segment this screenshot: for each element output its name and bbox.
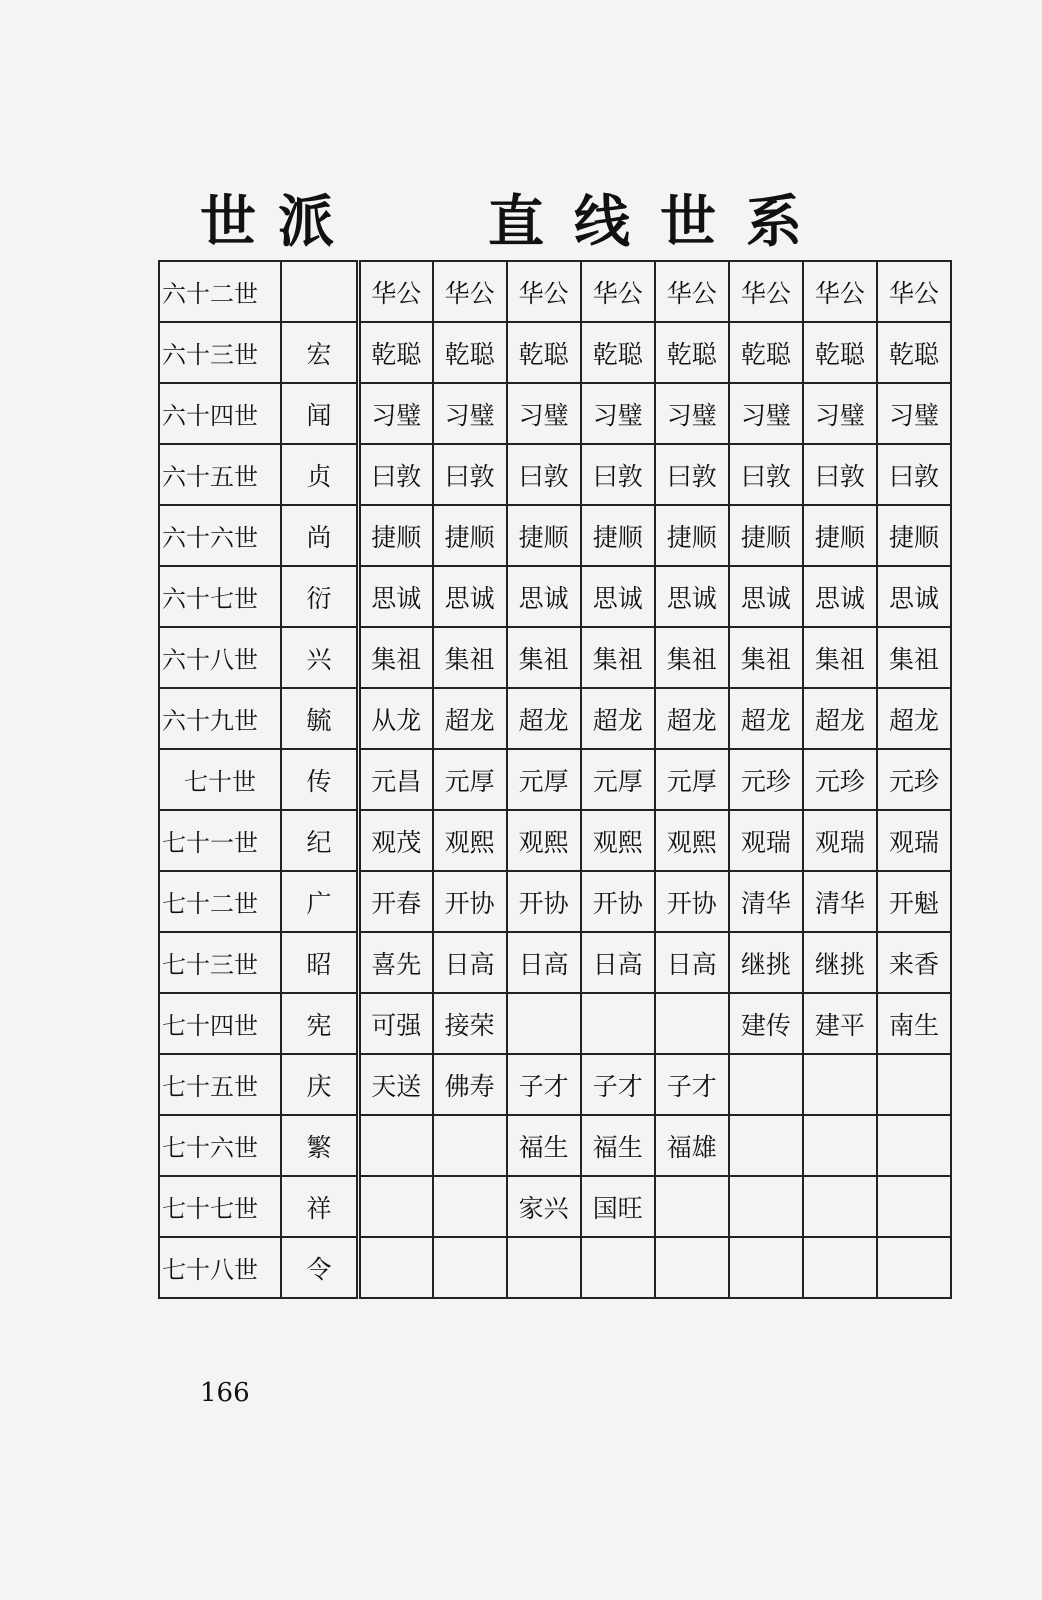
name-cell: [655, 1237, 729, 1298]
generation-cell: 七十世: [159, 749, 281, 810]
name-cell: 曰敦: [803, 444, 877, 505]
generation-cell: 六十五世: [159, 444, 281, 505]
name-cell: 集祖: [655, 627, 729, 688]
name-cell: 曰敦: [655, 444, 729, 505]
name-cell: [803, 1176, 877, 1237]
name-cell: 华公: [507, 261, 581, 322]
name-cell: 从龙: [359, 688, 433, 749]
name-cell: 华公: [729, 261, 803, 322]
generation-character-cell: 兴: [281, 627, 359, 688]
generation-cell: 六十九世: [159, 688, 281, 749]
generation-character-cell: 令: [281, 1237, 359, 1298]
generation-character-cell: 宪: [281, 993, 359, 1054]
table-row: [159, 627, 951, 688]
name-cell: 习璧: [433, 383, 507, 444]
name-cell: 福雄: [655, 1115, 729, 1176]
generation-character-cell: 庆: [281, 1054, 359, 1115]
name-cell: 思诚: [803, 566, 877, 627]
name-cell: 捷顺: [655, 505, 729, 566]
name-cell: 佛寿: [433, 1054, 507, 1115]
name-cell: 捷顺: [581, 505, 655, 566]
name-cell: 子才: [655, 1054, 729, 1115]
generation-character-cell: [281, 261, 359, 322]
generation-cell: 七十八世: [159, 1237, 281, 1298]
page-number: 166: [200, 1378, 250, 1408]
page-title-right: 直线世系: [488, 189, 832, 255]
generation-character-cell: 闻: [281, 383, 359, 444]
generation-cell: 六十六世: [159, 505, 281, 566]
generation-character-cell: 贞: [281, 444, 359, 505]
name-cell: 福生: [581, 1115, 655, 1176]
table-row: [159, 1176, 951, 1237]
name-cell: 超龙: [433, 688, 507, 749]
name-cell: 南生: [877, 993, 951, 1054]
table-row: [159, 444, 951, 505]
generation-cell: 六十八世: [159, 627, 281, 688]
generation-character-cell: 传: [281, 749, 359, 810]
name-cell: 福生: [507, 1115, 581, 1176]
name-cell: [433, 1237, 507, 1298]
name-cell: 观熙: [581, 810, 655, 871]
name-cell: [877, 1237, 951, 1298]
name-cell: 集祖: [507, 627, 581, 688]
generation-character-cell: 纪: [281, 810, 359, 871]
name-cell: [729, 1115, 803, 1176]
name-cell: 家兴: [507, 1176, 581, 1237]
name-cell: 日高: [655, 932, 729, 993]
page-title-left: 世派: [200, 189, 356, 255]
name-cell: 集祖: [729, 627, 803, 688]
generation-character-cell: 广: [281, 871, 359, 932]
name-cell: 元厚: [581, 749, 655, 810]
name-cell: 思诚: [877, 566, 951, 627]
name-cell: 清华: [729, 871, 803, 932]
name-cell: 乾聪: [655, 322, 729, 383]
generation-character-cell: 繁: [281, 1115, 359, 1176]
table-row: [159, 688, 951, 749]
name-cell: 乾聪: [729, 322, 803, 383]
name-cell: 超龙: [729, 688, 803, 749]
name-cell: 天送: [359, 1054, 433, 1115]
table-row: [159, 749, 951, 810]
generation-character-cell: 宏: [281, 322, 359, 383]
name-cell: 捷顺: [729, 505, 803, 566]
table-row: [159, 505, 951, 566]
table-row: [159, 871, 951, 932]
name-cell: 思诚: [655, 566, 729, 627]
name-cell: 捷顺: [803, 505, 877, 566]
name-cell: [359, 1176, 433, 1237]
name-cell: 继挑: [729, 932, 803, 993]
generation-cell: 七十三世: [159, 932, 281, 993]
name-cell: 曰敦: [877, 444, 951, 505]
name-cell: 元珍: [803, 749, 877, 810]
name-cell: 元厚: [433, 749, 507, 810]
name-cell: 开协: [655, 871, 729, 932]
name-cell: 乾聪: [507, 322, 581, 383]
name-cell: 元昌: [359, 749, 433, 810]
name-cell: 集祖: [581, 627, 655, 688]
name-cell: 乾聪: [803, 322, 877, 383]
name-cell: 曰敦: [581, 444, 655, 505]
name-cell: [877, 1176, 951, 1237]
name-cell: [581, 993, 655, 1054]
name-cell: 曰敦: [359, 444, 433, 505]
name-cell: [359, 1115, 433, 1176]
name-cell: 习璧: [359, 383, 433, 444]
name-cell: 超龙: [655, 688, 729, 749]
generation-character-cell: 毓: [281, 688, 359, 749]
name-cell: 集祖: [803, 627, 877, 688]
name-cell: 曰敦: [507, 444, 581, 505]
name-cell: 超龙: [877, 688, 951, 749]
generation-cell: 七十五世: [159, 1054, 281, 1115]
name-cell: 捷顺: [507, 505, 581, 566]
name-cell: [803, 1237, 877, 1298]
name-cell: 乾聪: [433, 322, 507, 383]
name-cell: [729, 1054, 803, 1115]
name-cell: 清华: [803, 871, 877, 932]
name-cell: 超龙: [581, 688, 655, 749]
generation-cell: 七十一世: [159, 810, 281, 871]
generation-cell: 七十七世: [159, 1176, 281, 1237]
name-cell: 建传: [729, 993, 803, 1054]
name-cell: [877, 1054, 951, 1115]
name-cell: 元珍: [877, 749, 951, 810]
generation-cell: 六十四世: [159, 383, 281, 444]
name-cell: 开协: [507, 871, 581, 932]
name-cell: 思诚: [433, 566, 507, 627]
generation-character-cell: 尚: [281, 505, 359, 566]
name-cell: 思诚: [729, 566, 803, 627]
name-cell: [507, 1237, 581, 1298]
name-cell: 喜先: [359, 932, 433, 993]
name-cell: 元厚: [655, 749, 729, 810]
name-cell: 子才: [581, 1054, 655, 1115]
table-row: [159, 566, 951, 627]
name-cell: [803, 1115, 877, 1176]
generation-cell: 七十六世: [159, 1115, 281, 1176]
name-cell: 集祖: [433, 627, 507, 688]
lineage-table: [158, 260, 952, 1299]
table-row: [159, 1054, 951, 1115]
name-cell: 华公: [581, 261, 655, 322]
name-cell: 日高: [581, 932, 655, 993]
name-cell: 思诚: [581, 566, 655, 627]
name-cell: 超龙: [803, 688, 877, 749]
table-row: [159, 261, 951, 322]
name-cell: 可强: [359, 993, 433, 1054]
name-cell: 接荣: [433, 993, 507, 1054]
name-cell: 元厚: [507, 749, 581, 810]
name-cell: [729, 1176, 803, 1237]
table-row: [159, 932, 951, 993]
name-cell: 集祖: [877, 627, 951, 688]
name-cell: 捷顺: [359, 505, 433, 566]
name-cell: 观熙: [655, 810, 729, 871]
name-cell: [655, 1176, 729, 1237]
name-cell: 继挑: [803, 932, 877, 993]
table-row: [159, 1115, 951, 1176]
name-cell: 集祖: [359, 627, 433, 688]
name-cell: 日高: [507, 932, 581, 993]
name-cell: 华公: [655, 261, 729, 322]
name-cell: [803, 1054, 877, 1115]
name-cell: 乾聪: [877, 322, 951, 383]
name-cell: 观瑞: [877, 810, 951, 871]
name-cell: 华公: [877, 261, 951, 322]
name-cell: 曰敦: [729, 444, 803, 505]
name-cell: 捷顺: [877, 505, 951, 566]
name-cell: 开春: [359, 871, 433, 932]
name-cell: [433, 1176, 507, 1237]
name-cell: 建平: [803, 993, 877, 1054]
name-cell: 乾聪: [581, 322, 655, 383]
name-cell: 思诚: [359, 566, 433, 627]
name-cell: 捷顺: [433, 505, 507, 566]
name-cell: 习璧: [803, 383, 877, 444]
generation-cell: 六十三世: [159, 322, 281, 383]
name-cell: 子才: [507, 1054, 581, 1115]
table-row: [159, 810, 951, 871]
name-cell: 乾聪: [359, 322, 433, 383]
name-cell: 观茂: [359, 810, 433, 871]
name-cell: [581, 1237, 655, 1298]
table-row: [159, 383, 951, 444]
name-cell: [507, 993, 581, 1054]
generation-cell: 六十二世: [159, 261, 281, 322]
name-cell: 观瑞: [803, 810, 877, 871]
name-cell: 曰敦: [433, 444, 507, 505]
name-cell: [433, 1115, 507, 1176]
name-cell: [359, 1237, 433, 1298]
name-cell: [877, 1115, 951, 1176]
generation-cell: 六十七世: [159, 566, 281, 627]
name-cell: 华公: [803, 261, 877, 322]
name-cell: 华公: [359, 261, 433, 322]
generation-character-cell: 祥: [281, 1176, 359, 1237]
generation-cell: 七十四世: [159, 993, 281, 1054]
name-cell: 开魁: [877, 871, 951, 932]
name-cell: 习璧: [655, 383, 729, 444]
name-cell: 习璧: [581, 383, 655, 444]
table-row: [159, 322, 951, 383]
name-cell: 思诚: [507, 566, 581, 627]
name-cell: 开协: [433, 871, 507, 932]
name-cell: 来香: [877, 932, 951, 993]
name-cell: 开协: [581, 871, 655, 932]
name-cell: 观熙: [433, 810, 507, 871]
generation-cell: 七十二世: [159, 871, 281, 932]
name-cell: 日高: [433, 932, 507, 993]
table-row: [159, 993, 951, 1054]
name-cell: 习璧: [729, 383, 803, 444]
name-cell: 华公: [433, 261, 507, 322]
name-cell: 超龙: [507, 688, 581, 749]
name-cell: 习璧: [877, 383, 951, 444]
name-cell: [655, 993, 729, 1054]
name-cell: 元珍: [729, 749, 803, 810]
name-cell: 观瑞: [729, 810, 803, 871]
generation-character-cell: 衍: [281, 566, 359, 627]
generation-character-cell: 昭: [281, 932, 359, 993]
name-cell: 习璧: [507, 383, 581, 444]
lineage-table-body: [159, 261, 951, 1298]
name-cell: 观熙: [507, 810, 581, 871]
name-cell: [729, 1237, 803, 1298]
name-cell: 国旺: [581, 1176, 655, 1237]
table-row: [159, 1237, 951, 1298]
